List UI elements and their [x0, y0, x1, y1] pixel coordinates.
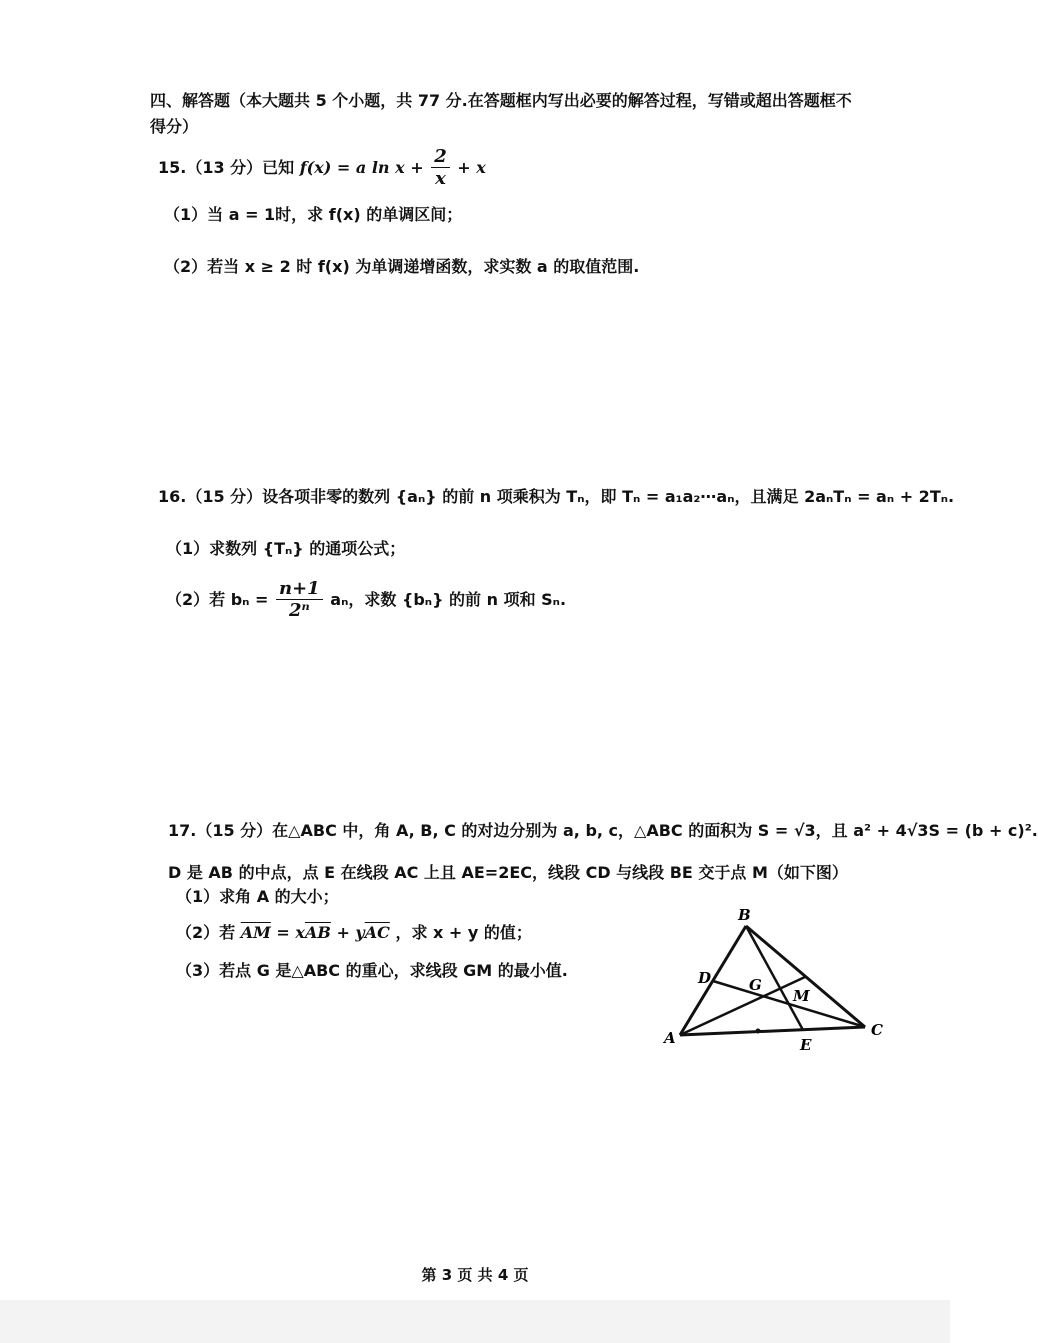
- label-c: C: [871, 1021, 883, 1039]
- q15-expr-pre: f(x) = a ln x +: [299, 158, 424, 177]
- q16-frac-num: n+1: [276, 579, 323, 600]
- q16-part2-pre: （2）若 bₙ =: [166, 590, 269, 609]
- label-g: G: [749, 976, 762, 994]
- edge-ac: [680, 1027, 865, 1035]
- q16-part1: （1）求数列 {Tₙ} 的通项公式；: [166, 539, 406, 558]
- q15-part1: （1）当 a = 1时，求 f(x) 的单调区间；: [164, 205, 463, 224]
- q17-part2: [176, 920, 532, 946]
- label-b: B: [738, 906, 751, 924]
- q16-part2-post: aₙ，求数 {bₙ} 的前 n 项和 Sₙ.: [330, 590, 567, 609]
- label-m: M: [793, 987, 810, 1005]
- edge-bc: [746, 926, 865, 1027]
- triangle-figure: [660, 905, 900, 1055]
- q17-part2-pre: （2）若: [176, 923, 236, 942]
- q17-part1: （1）求角 A 的大小；: [176, 887, 339, 906]
- bottom-margin: [0, 1300, 950, 1343]
- q17-line2: D 是 AB 的中点，点 E 在线段 AC 上且 AE=2EC，线段 CD 与线段 BE 交于点 M（如下图）: [168, 863, 848, 882]
- q15-head: 15.（13 分）已知: [158, 158, 295, 177]
- section-title-line1: 四、解答题（本大题共 5 个小题，共 77 分.在答题框内写出必要的解答过程，写错或超出答题框不: [150, 91, 852, 110]
- q17-stem: 17.（15 分）在△ABC 中，角 A, B, C 的对边分别为 a, b, c，△ABC 的面积为 S = √3，且 a² + 4√3S = (b + c)².: [168, 821, 1038, 840]
- q15-expr-post: + x: [457, 158, 486, 177]
- page-number: 第 3 页 共 4 页: [421, 1266, 529, 1284]
- q16-fraction: [276, 579, 323, 621]
- q17-part3: （3）若点 G 是△ABC 的重心，求线段 GM 的最小值.: [176, 961, 568, 980]
- q17-plus: + y: [330, 923, 365, 942]
- q16-part2: [166, 576, 566, 624]
- q15-fraction: [431, 147, 450, 189]
- q17-eq: = x: [270, 923, 305, 942]
- q16-stem: 16.（15 分）设各项非零的数列 {aₙ} 的前 n 项乘积为 Tₙ，即 Tₙ = a₁a₂⋯aₙ，且满足 2aₙTₙ = aₙ + 2Tₙ.: [158, 487, 955, 506]
- q17-vec-ab: $\overline{AB}$: [304, 923, 331, 942]
- q15-stem: [158, 146, 486, 190]
- label-d: D: [698, 969, 712, 987]
- point-mid-ac: [756, 1029, 761, 1034]
- q15-frac-den: x: [435, 168, 446, 190]
- q17-vec-ac: $\overline{AC}$: [364, 923, 390, 942]
- label-a: A: [664, 1029, 676, 1047]
- q15-frac-num: 2: [431, 147, 450, 168]
- label-e: E: [800, 1036, 812, 1054]
- section-title-line2: 得分）: [150, 117, 199, 136]
- q17-part2-post: ，求 x + y 的值；: [395, 923, 532, 942]
- q15-part2: （2）若当 x ≥ 2 时 f(x) 为单调递增函数，求实数 a 的取值范围.: [164, 257, 640, 276]
- q17-vec-am: $\overline{AM}$: [240, 923, 271, 942]
- q16-frac-den: 2ⁿ: [288, 600, 310, 622]
